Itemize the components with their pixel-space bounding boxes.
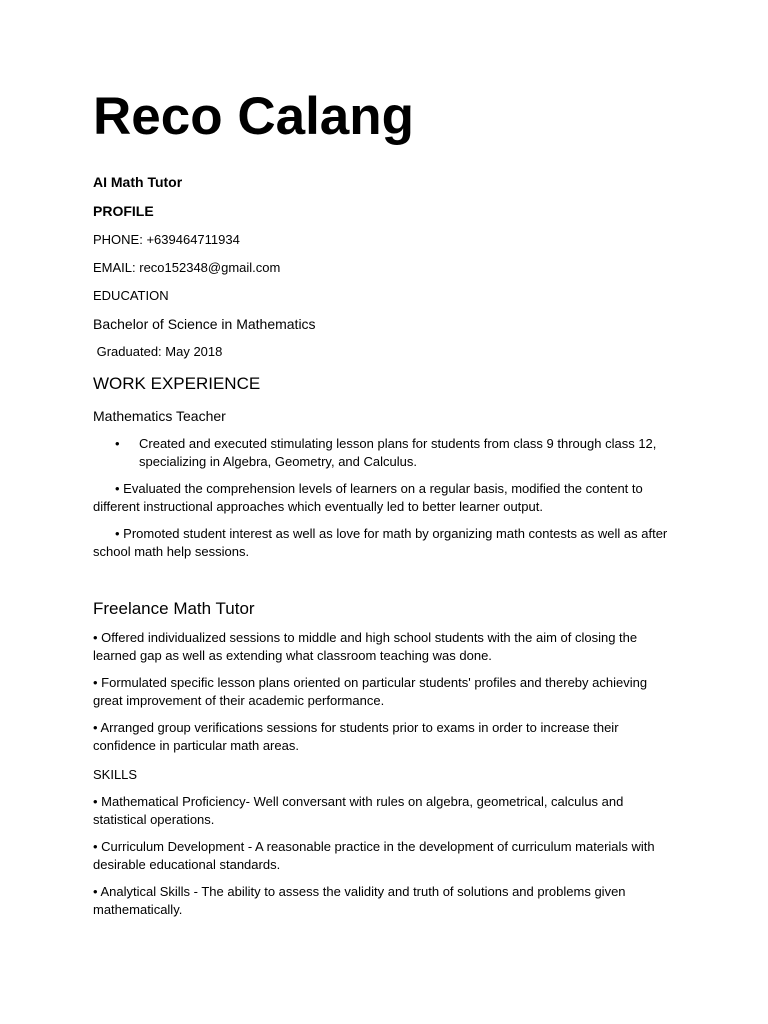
email-line: EMAIL: reco152348@gmail.com bbox=[93, 260, 281, 275]
job-title-freelance-math-tutor: Freelance Math Tutor bbox=[93, 599, 255, 618]
job-title: AI Math Tutor bbox=[93, 174, 183, 190]
bullet-symbol: • bbox=[115, 436, 120, 451]
profile-heading: PROFILE bbox=[93, 203, 154, 219]
work-experience-heading: WORK EXPERIENCE bbox=[93, 374, 261, 393]
candidate-name: Reco Calang bbox=[93, 87, 415, 146]
degree-line: Bachelor of Science in Mathematics bbox=[93, 316, 316, 332]
job1-bullet-1: Created and executed stimulating lesson plans for students from class 9 through class 12, specializing in Algebra, Geometry, and Calculus. bbox=[139, 436, 657, 469]
education-heading: EDUCATION bbox=[93, 288, 169, 303]
job2-bullet-3: • Arranged group verifications sessions for students prior to exams in order to increase their confidence in particular math areas. bbox=[93, 720, 619, 753]
graduated-line: Graduated: May 2018 bbox=[93, 344, 223, 359]
skill-item-2: • Curriculum Development - A reasonable practice in the development of curriculum materials with desirable educational standards. bbox=[93, 839, 655, 872]
job1-bullet-2: • Evaluated the comprehension levels of learners on a regular basis, modified the content to different instructional approaches which eventually led to better learner output. bbox=[93, 481, 643, 514]
phone-line: PHONE: +639464711934 bbox=[93, 232, 240, 247]
job1-bullet-3: • Promoted student interest as well as love for math by organizing math contests as well as after school math help sessions. bbox=[93, 526, 668, 559]
job2-bullet-1: • Offered individualized sessions to middle and high school students with the aim of closing the learned gap as well as extending what classroom teaching was done. bbox=[93, 630, 638, 663]
job-title-mathematics-teacher: Mathematics Teacher bbox=[93, 408, 226, 424]
skill-item-3: • Analytical Skills - The ability to assess the validity and truth of solutions and problems given mathematically. bbox=[93, 884, 626, 917]
job2-bullet-2: • Formulated specific lesson plans oriented on particular students' profiles and thereby achieving great improvement of their academic performance. bbox=[93, 675, 648, 708]
skill-item-1: • Mathematical Proficiency- Well conversant with rules on algebra, geometrical, calculus and statistical operations. bbox=[93, 794, 624, 827]
skills-heading: SKILLS bbox=[93, 767, 138, 782]
